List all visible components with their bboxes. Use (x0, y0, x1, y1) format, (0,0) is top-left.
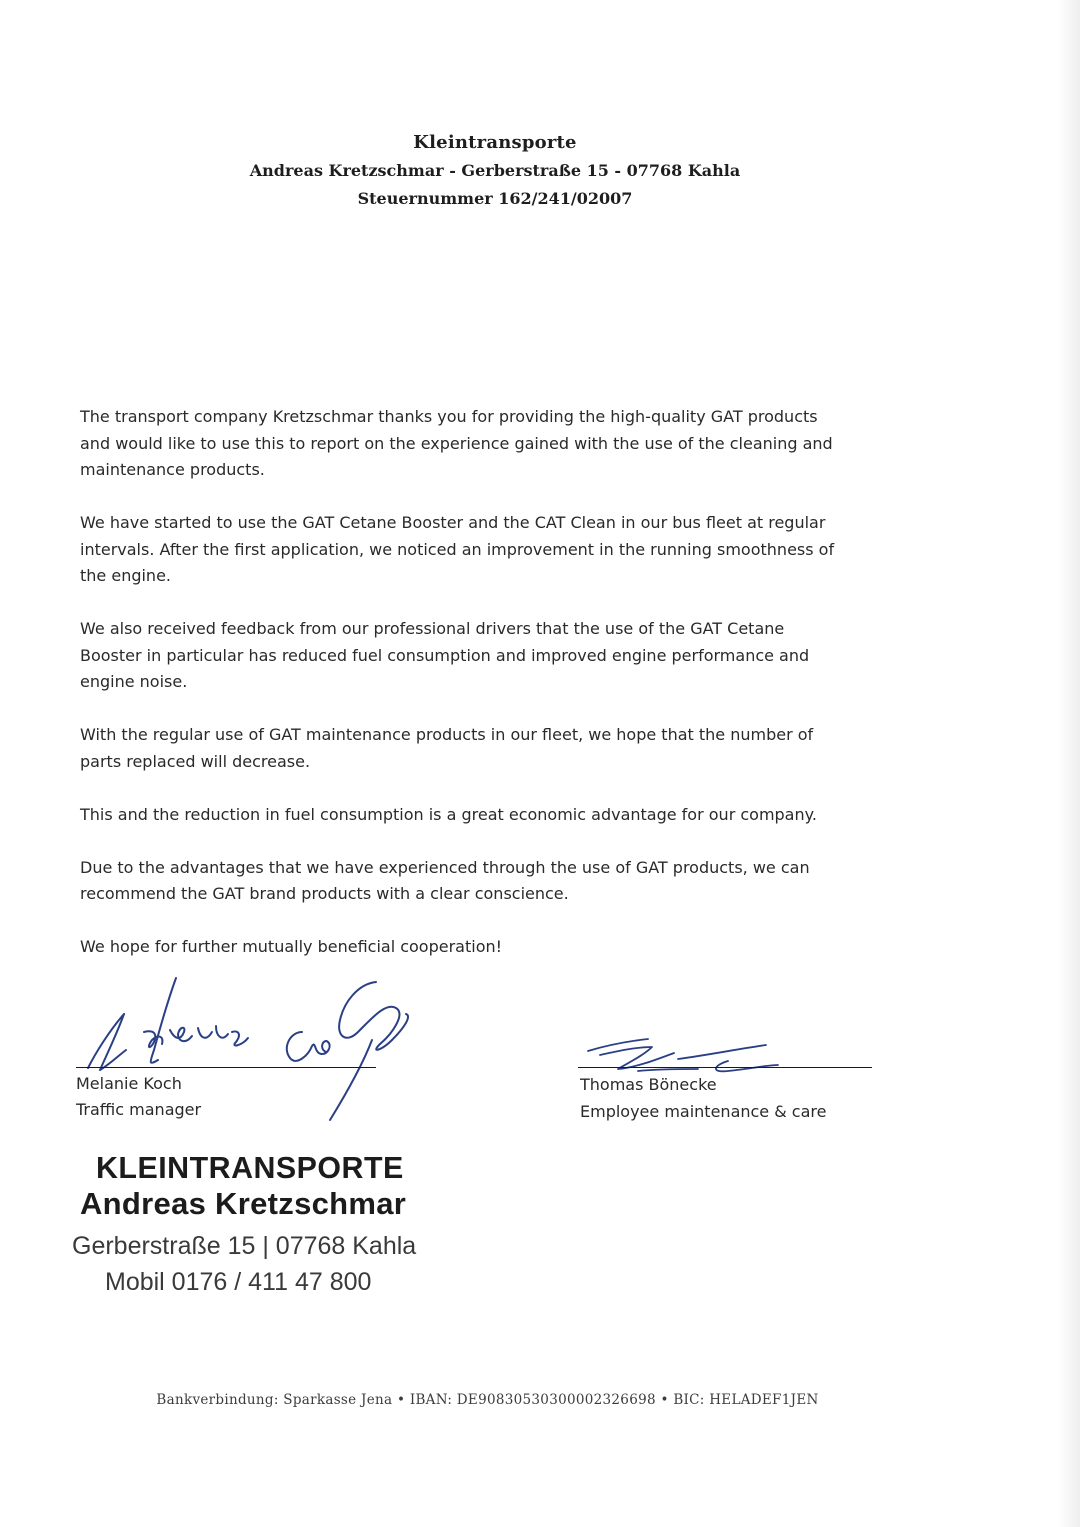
signer-role-right: Employee maintenance & care (580, 1102, 827, 1121)
paragraph-closing: We hope for further mutually beneficial cooperation! (80, 937, 503, 956)
letterhead (190, 128, 800, 213)
paragraph-recommendation: Due to the advantages that we have experienced through the use of GAT products, we can recommend the GAT brand products with a clear conscience. (80, 857, 810, 903)
letterhead-tax-number: Steuernummer 162/241/02007 (357, 189, 633, 208)
signer-name-right: Thomas Bönecke (580, 1075, 717, 1094)
paragraph-parts: With the regular use of GAT maintenance products in our fleet, we hope that the number of parts replaced will decrease. (80, 725, 814, 771)
company-stamp (60, 1150, 460, 1300)
scan-edge-shadow (1058, 0, 1080, 1527)
signer-name-left: Melanie Koch (76, 1074, 182, 1093)
bank-details-footer: Bankverbindung: Sparkasse Jena • IBAN: DE90830530300002326698 • BIC: HELADEF1JEN (156, 1392, 819, 1408)
signature-block-right (578, 1015, 878, 1135)
signature-line-left (76, 1067, 376, 1068)
paragraph-intro: The transport company Kretzschmar thanks you for providing the high-quality GAT products and would like to use this to report on the experience gained with the use of the cleaning and maintenance products. (80, 407, 833, 479)
stamp-company-name: KLEINTRANSPORTE (96, 1150, 404, 1185)
signature-block-left (76, 970, 436, 1140)
letter-body (80, 404, 850, 987)
stamp-owner-name: Andreas Kretzschmar (80, 1186, 407, 1221)
paragraph-feedback: We also received feedback from our professional drivers that the use of the GAT Cetane Booster in particular has reduced fuel consumption and improved engine performance and engine noise. (80, 619, 810, 691)
paragraph-economy: This and the reduction in fuel consumption is a great economic advantage for our company. (80, 804, 817, 824)
signature-line-right (578, 1067, 872, 1068)
signer-role-left: Traffic manager (76, 1100, 202, 1119)
stamp-address: Gerberstraße 15 | 07768 Kahla (72, 1232, 417, 1260)
stamp-mobile: Mobil 0176 / 411 47 800 (105, 1268, 372, 1296)
letterhead-address: Andreas Kretzschmar - Gerberstraße 15 - 07768 Kahla (249, 161, 741, 180)
letterhead-title: Kleintransporte (413, 132, 577, 153)
paragraph-usage: We have started to use the GAT Cetane Booster and the CAT Clean in our bus fleet at regular intervals. After the first application, we noticed an improvement in the running smoothness of the engine. (80, 513, 835, 585)
